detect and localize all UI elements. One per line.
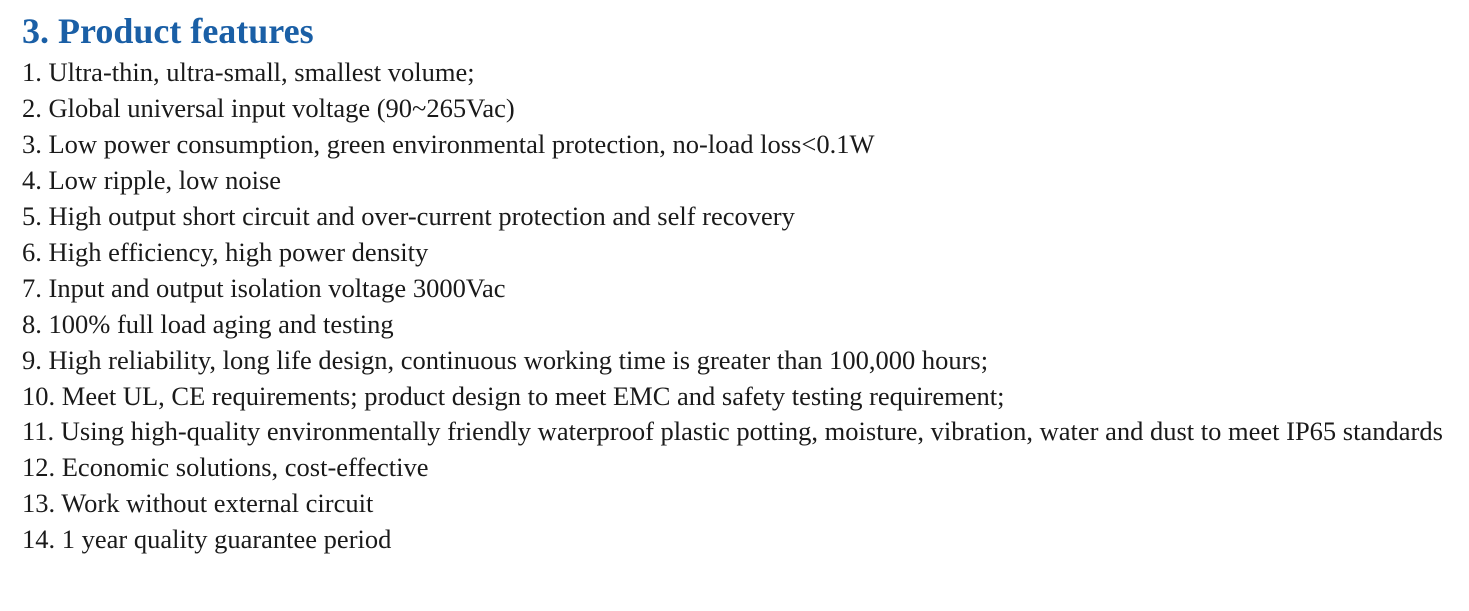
feature-item: 6. High efficiency, high power density — [22, 237, 429, 267]
feature-item: 3. Low power consumption, green environmental protection, no-load loss<0.1W — [22, 129, 875, 159]
feature-item: 12. Economic solutions, cost-effective — [22, 452, 429, 482]
feature-item: 9. High reliability, long life design, continuous working time is greater than 100,000 hours; — [22, 345, 989, 375]
feature-item: 14. 1 year quality guarantee period — [22, 524, 392, 554]
feature-item: 1. Ultra-thin, ultra-small, smallest volume; — [22, 57, 475, 87]
section-heading: 3. Product features — [22, 11, 314, 51]
feature-item: 13. Work without external circuit — [22, 488, 374, 518]
feature-item: 8. 100% full load aging and testing — [22, 309, 394, 339]
feature-item: 7. Input and output isolation voltage 3000Vac — [22, 273, 506, 303]
feature-item: 2. Global universal input voltage (90~265Vac) — [22, 93, 515, 123]
feature-item: 11. Using high-quality environmentally friendly waterproof plastic potting, moisture, vibration, water and dust to meet IP65 standards — [22, 416, 1443, 446]
feature-list — [22, 54, 1462, 557]
feature-item: 4. Low ripple, low noise — [22, 165, 282, 195]
feature-item: 5. High output short circuit and over-current protection and self recovery — [22, 201, 795, 231]
product-features-section — [22, 8, 1462, 557]
feature-item: 10. Meet UL, CE requirements; product design to meet EMC and safety testing requirement; — [22, 381, 1005, 411]
